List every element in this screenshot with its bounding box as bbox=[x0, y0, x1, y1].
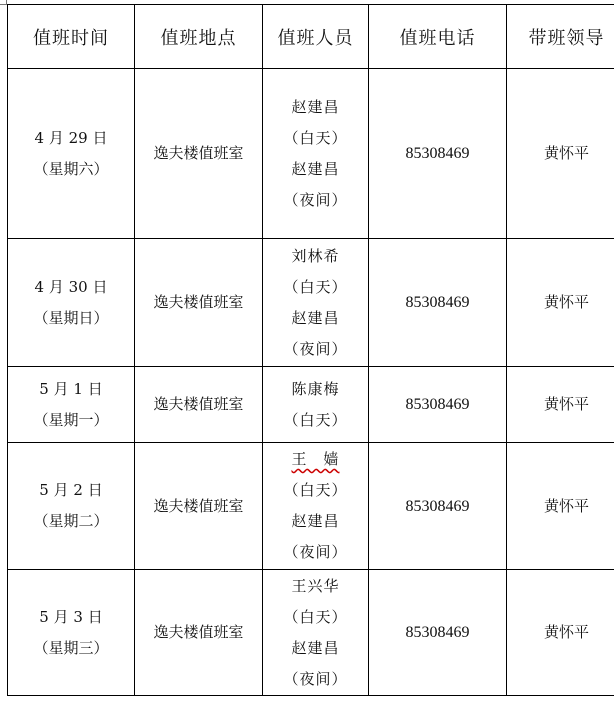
leader-cell: 黄怀平 bbox=[507, 69, 614, 239]
leader-cell: 黄怀平 bbox=[507, 367, 614, 443]
weekday-text: （星期六） bbox=[33, 159, 109, 178]
date-cell bbox=[8, 443, 135, 570]
leader-cell: 黄怀平 bbox=[507, 239, 614, 367]
date-text: 5 月 3 日 bbox=[39, 607, 103, 626]
date-text: 5 月 1 日 bbox=[39, 379, 103, 398]
weekday-text: （星期一） bbox=[33, 410, 109, 429]
page-corner-mark bbox=[0, 0, 7, 5]
leader-cell: 黄怀平 bbox=[507, 570, 614, 696]
staff-line: 赵建昌 bbox=[291, 97, 340, 116]
staff-line: 陈康梅 bbox=[291, 379, 340, 398]
location-cell: 逸夫楼值班室 bbox=[135, 443, 263, 570]
staff-line: 赵建昌 bbox=[291, 638, 340, 657]
staff-line: （夜间） bbox=[283, 190, 348, 209]
staff-line: 王 嫱 bbox=[291, 450, 340, 468]
staff-cell bbox=[263, 570, 369, 696]
weekday-text: （星期日） bbox=[33, 308, 109, 327]
location-cell: 逸夫楼值班室 bbox=[135, 367, 263, 443]
weekday-text: （星期三） bbox=[33, 638, 109, 657]
phone-cell: 85308469 bbox=[369, 443, 507, 570]
staff-line: （白天） bbox=[283, 277, 348, 296]
table-row bbox=[8, 570, 614, 696]
table-row bbox=[8, 443, 614, 570]
staff-line: （夜间） bbox=[283, 339, 348, 358]
staff-cell bbox=[263, 239, 369, 367]
staff-cell bbox=[263, 443, 369, 570]
date-text: 4 月 30 日 bbox=[34, 277, 108, 296]
table-row bbox=[8, 69, 614, 239]
table-row bbox=[8, 367, 614, 443]
table-row bbox=[8, 239, 614, 367]
weekday-text: （星期二） bbox=[33, 512, 109, 530]
staff-line: （白天） bbox=[283, 481, 348, 499]
staff-line: （夜间） bbox=[283, 543, 348, 561]
date-cell bbox=[8, 570, 135, 696]
staff-line: （白天） bbox=[283, 128, 348, 147]
date-cell bbox=[8, 367, 135, 443]
location-cell: 逸夫楼值班室 bbox=[135, 570, 263, 696]
date-cell bbox=[8, 69, 135, 239]
staff-line: （白天） bbox=[283, 410, 348, 429]
staff-line: 刘林希 bbox=[291, 246, 340, 265]
header-duty-time: 值班时间 bbox=[8, 5, 135, 69]
staff-line: 赵建昌 bbox=[291, 159, 340, 178]
header-duty-leader: 带班领导 bbox=[507, 5, 614, 69]
phone-cell: 85308469 bbox=[369, 570, 507, 696]
staff-line: （夜间） bbox=[283, 669, 348, 688]
location-cell: 逸夫楼值班室 bbox=[135, 69, 263, 239]
leader-cell: 黄怀平 bbox=[507, 443, 614, 570]
header-row bbox=[8, 5, 614, 69]
phone-cell: 85308469 bbox=[369, 239, 507, 367]
staff-cell bbox=[263, 69, 369, 239]
staff-cell bbox=[263, 367, 369, 443]
staff-line: （白天） bbox=[283, 607, 348, 626]
staff-line: 赵建昌 bbox=[291, 308, 340, 327]
date-text: 4 月 29 日 bbox=[34, 128, 108, 147]
header-duty-phone: 值班电话 bbox=[369, 5, 507, 69]
header-duty-location: 值班地点 bbox=[135, 5, 263, 69]
staff-line: 王兴华 bbox=[291, 576, 340, 595]
duty-schedule-table bbox=[7, 4, 614, 696]
date-text: 5 月 2 日 bbox=[39, 481, 103, 499]
header-duty-staff: 值班人员 bbox=[263, 5, 369, 69]
date-cell bbox=[8, 239, 135, 367]
location-cell: 逸夫楼值班室 bbox=[135, 239, 263, 367]
staff-line: 赵建昌 bbox=[291, 512, 340, 530]
phone-cell: 85308469 bbox=[369, 69, 507, 239]
phone-cell: 85308469 bbox=[369, 367, 507, 443]
